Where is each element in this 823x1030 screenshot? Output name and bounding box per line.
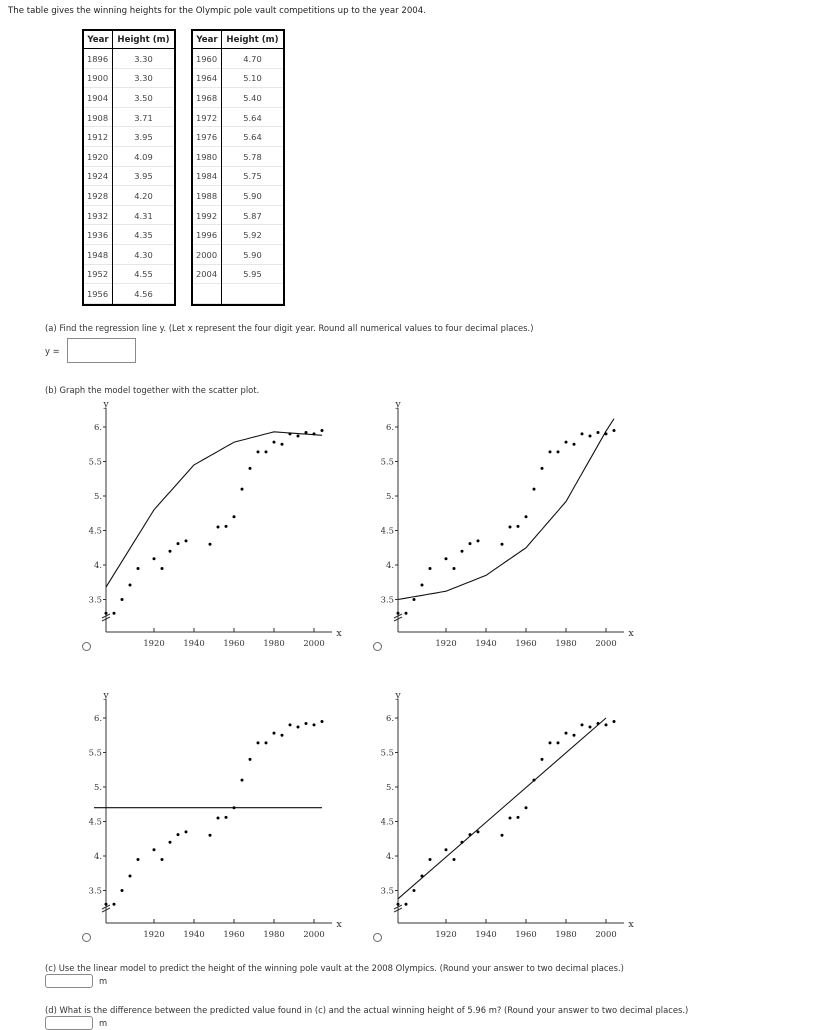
data-point (597, 722, 600, 725)
data-point (549, 741, 552, 744)
y-tick-label: 4. (386, 560, 394, 570)
data-point (397, 612, 400, 615)
data-point (185, 539, 188, 542)
data-point (565, 732, 568, 735)
y-tick-label: 5. (94, 491, 102, 501)
year-cell: 2004 (192, 265, 222, 285)
y-tick-label: 4.5 (88, 525, 102, 536)
height-cell: 4.09 (113, 147, 176, 167)
y-tick-label: 3.5 (88, 885, 102, 896)
data-point (137, 858, 140, 861)
data-point (169, 841, 172, 844)
y-axis-label: y (103, 690, 109, 701)
height-cell: 5.75 (222, 167, 285, 187)
data-point (209, 834, 212, 837)
data-point (137, 567, 140, 570)
x-tick-label: 1940 (183, 638, 205, 648)
height-cell: 3.30 (113, 69, 176, 89)
data-point (413, 889, 416, 892)
y-tick-label: 6. (386, 422, 394, 432)
data-point (281, 443, 284, 446)
data-point (265, 450, 268, 453)
x-tick-label: 1980 (555, 638, 577, 648)
data-point (217, 817, 220, 820)
y-tick-label: 3.5 (380, 885, 394, 896)
height-cell: 3.71 (113, 108, 176, 128)
data-point (297, 434, 300, 437)
difference-input[interactable] (45, 1016, 93, 1030)
y-axis-label: y (395, 690, 401, 701)
height-cell: 3.95 (113, 167, 176, 187)
data-point (413, 598, 416, 601)
x-tick-label: 1980 (555, 929, 577, 939)
data-point (313, 723, 316, 726)
data-point (445, 848, 448, 851)
part-d-question: (d) What is the difference between the predicted value found in (c) and the actual winning height of 5.96 m? (Round your answer to two decimal places.) (45, 1005, 689, 1015)
data-point (321, 720, 324, 723)
x-tick-label: 2000 (595, 929, 617, 939)
x-tick-label: 1960 (515, 638, 537, 648)
data-point (453, 858, 456, 861)
data-point (297, 725, 300, 728)
data-point (405, 612, 408, 615)
data-point (217, 526, 220, 529)
x-tick-label: 1920 (435, 929, 457, 939)
data-point (557, 450, 560, 453)
x-tick-label: 1960 (515, 929, 537, 939)
year-cell: 1992 (192, 206, 222, 226)
data-point (177, 542, 180, 545)
data-point (525, 515, 528, 518)
year-cell: 1900 (83, 69, 113, 89)
height-cell: 5.78 (222, 147, 285, 167)
data-point (421, 875, 424, 878)
year-cell: 1932 (83, 206, 113, 226)
x-tick-label: 1920 (143, 638, 165, 648)
data-point (613, 720, 616, 723)
data-point (405, 903, 408, 906)
column-header-height: Height (m) (222, 30, 285, 49)
height-cell: 4.56 (113, 284, 176, 305)
data-point (581, 723, 584, 726)
data-point (305, 722, 308, 725)
y-tick-label: 6. (94, 422, 102, 432)
height-cell: 5.64 (222, 108, 285, 128)
year-cell: 1964 (192, 69, 222, 89)
year-cell: 1988 (192, 186, 222, 206)
chart-panel-top-right (381, 399, 635, 648)
data-point (421, 584, 424, 587)
year-cell: 1952 (83, 265, 113, 285)
data-point (129, 584, 132, 587)
data-point (169, 550, 172, 553)
year-cell: 1960 (192, 49, 222, 69)
data-point (161, 858, 164, 861)
x-tick-label: 1980 (263, 638, 285, 648)
x-tick-label: 1940 (475, 929, 497, 939)
x-tick-label: 1920 (435, 638, 457, 648)
year-cell: 1948 (83, 245, 113, 265)
y-tick-label: 6. (94, 713, 102, 723)
height-cell: 4.30 (113, 245, 176, 265)
part-c-unit: m (99, 976, 108, 986)
x-axis-label: x (628, 919, 634, 930)
height-cell: 3.30 (113, 49, 176, 69)
data-point (469, 833, 472, 836)
data-point (533, 488, 536, 491)
data-point (289, 432, 292, 435)
data-point (289, 723, 292, 726)
part-c-question: (c) Use the linear model to predict the height of the winning pole vault at the 2008 Olympics. (Round your answer to two decimal places.) (45, 963, 624, 973)
data-point (429, 858, 432, 861)
y-tick-label: 4. (94, 560, 102, 570)
x-tick-label: 1940 (475, 638, 497, 648)
data-point (453, 567, 456, 570)
part-d-unit: m (99, 1018, 108, 1028)
data-point (477, 539, 480, 542)
y-tick-label: 6. (386, 713, 394, 723)
year-cell: 1936 (83, 225, 113, 245)
x-tick-label: 1940 (183, 929, 205, 939)
data-point (509, 817, 512, 820)
year-cell: 1976 (192, 127, 222, 147)
height-cell: 3.50 (113, 88, 176, 108)
data-point (321, 429, 324, 432)
height-cell: 5.64 (222, 127, 285, 147)
year-cell: 1984 (192, 167, 222, 187)
year-cell: 1908 (83, 108, 113, 128)
x-tick-label: 2000 (303, 929, 325, 939)
data-point (613, 429, 616, 432)
data-point (565, 441, 568, 444)
data-point (501, 834, 504, 837)
data-point (129, 875, 132, 878)
y-tick-label: 4.5 (88, 816, 102, 827)
data-point (461, 841, 464, 844)
data-point (121, 598, 124, 601)
data-point (501, 543, 504, 546)
year-cell: 1968 (192, 88, 222, 108)
model-curve (398, 419, 614, 600)
chart-panel-top-left (89, 399, 343, 648)
data-point (161, 567, 164, 570)
data-point (249, 467, 252, 470)
y-tick-label: 5.5 (88, 747, 102, 758)
year-cell: 1896 (83, 49, 113, 69)
data-point (241, 779, 244, 782)
y-tick-label: 5.5 (88, 456, 102, 467)
year-cell: 1996 (192, 225, 222, 245)
y-tick-label: 5. (94, 782, 102, 792)
x-tick-label: 1960 (223, 638, 245, 648)
year-cell: 1980 (192, 147, 222, 167)
data-point (233, 515, 236, 518)
data-point (105, 903, 108, 906)
data-point (241, 488, 244, 491)
data-point (281, 734, 284, 737)
data-point (605, 432, 608, 435)
height-cell: 4.31 (113, 206, 176, 226)
data-point (525, 806, 528, 809)
data-point (185, 830, 188, 833)
prediction-input[interactable] (45, 974, 93, 988)
data-point (305, 431, 308, 434)
height-cell: 5.87 (222, 206, 285, 226)
data-point (177, 833, 180, 836)
data-point (429, 567, 432, 570)
y-tick-label: 4.5 (380, 525, 394, 536)
model-curve (106, 432, 322, 587)
height-cell: 4.70 (222, 49, 285, 69)
data-point (257, 741, 260, 744)
chart-panel-bottom-left (89, 690, 343, 939)
year-cell: 1904 (83, 88, 113, 108)
year-cell: 1912 (83, 127, 113, 147)
x-axis-label: x (336, 919, 342, 930)
year-cell: 2000 (192, 245, 222, 265)
column-header-height: Height (m) (113, 30, 176, 49)
year-cell: 1924 (83, 167, 113, 187)
problem-intro: The table gives the winning heights for the Olympic pole vault competitions up to the year 2004. (8, 6, 426, 16)
height-cell: 5.95 (222, 265, 285, 285)
chart-panel-bottom-right (381, 690, 635, 939)
data-point (597, 431, 600, 434)
part-a-question: (a) Find the regression line y. (Let x represent the four digit year. Round all numerical values to four decimal places.) (45, 323, 534, 333)
data-point (509, 526, 512, 529)
data-point (581, 432, 584, 435)
height-cell: 5.40 (222, 88, 285, 108)
x-tick-label: 1980 (263, 929, 285, 939)
y-tick-label: 4.5 (380, 816, 394, 827)
data-point (225, 525, 228, 528)
x-tick-label: 1920 (143, 929, 165, 939)
data-point (469, 542, 472, 545)
data-point (113, 903, 116, 906)
data-point (517, 816, 520, 819)
year-cell: 1920 (83, 147, 113, 167)
data-point (113, 612, 116, 615)
data-point (477, 830, 480, 833)
data-point (533, 779, 536, 782)
height-cell: 3.95 (113, 127, 176, 147)
data-point (541, 758, 544, 761)
data-point (573, 443, 576, 446)
data-point (121, 889, 124, 892)
data-point (265, 741, 268, 744)
x-axis-label: x (628, 628, 634, 639)
data-point (445, 557, 448, 560)
data-point (273, 732, 276, 735)
y-tick-label: 5. (386, 782, 394, 792)
y-tick-label: 5.5 (380, 456, 394, 467)
data-point (209, 543, 212, 546)
height-cell: 5.10 (222, 69, 285, 89)
height-cell: 4.35 (113, 225, 176, 245)
data-point (225, 816, 228, 819)
column-header-year: Year (192, 30, 222, 49)
data-point (233, 806, 236, 809)
height-cell: 5.90 (222, 186, 285, 206)
y-tick-label: 5. (386, 491, 394, 501)
x-axis-label: x (336, 628, 342, 639)
data-point (589, 725, 592, 728)
data-point (541, 467, 544, 470)
y-tick-label: 5.5 (380, 747, 394, 758)
x-tick-label: 2000 (303, 638, 325, 648)
year-cell: 1956 (83, 284, 113, 305)
height-cell: 5.90 (222, 245, 285, 265)
height-cell: 5.92 (222, 225, 285, 245)
data-point (589, 434, 592, 437)
y-axis-label: y (103, 399, 109, 410)
height-cell: 4.20 (113, 186, 176, 206)
part-b-question: (b) Graph the model together with the scatter plot. (45, 385, 260, 395)
data-point (153, 557, 156, 560)
data-point (105, 612, 108, 615)
y-tick-label: 4. (386, 851, 394, 861)
data-point (273, 441, 276, 444)
x-tick-label: 2000 (595, 638, 617, 648)
data-point (549, 450, 552, 453)
y-tick-label: 3.5 (88, 594, 102, 605)
year-cell: 1972 (192, 108, 222, 128)
data-point (573, 734, 576, 737)
x-tick-label: 1960 (223, 929, 245, 939)
data-point (557, 741, 560, 744)
data-point (153, 848, 156, 851)
data-point (313, 432, 316, 435)
data-point (517, 525, 520, 528)
column-header-year: Year (83, 30, 113, 49)
y-axis-label: y (395, 399, 401, 410)
year-cell: 1928 (83, 186, 113, 206)
data-point (257, 450, 260, 453)
y-tick-label: 4. (94, 851, 102, 861)
y-tick-label: 3.5 (380, 594, 394, 605)
data-point (397, 903, 400, 906)
height-cell: 4.55 (113, 265, 176, 285)
model-line (398, 718, 606, 899)
part-a-label: y = (45, 346, 60, 356)
data-point (605, 723, 608, 726)
data-point (249, 758, 252, 761)
data-point (461, 550, 464, 553)
